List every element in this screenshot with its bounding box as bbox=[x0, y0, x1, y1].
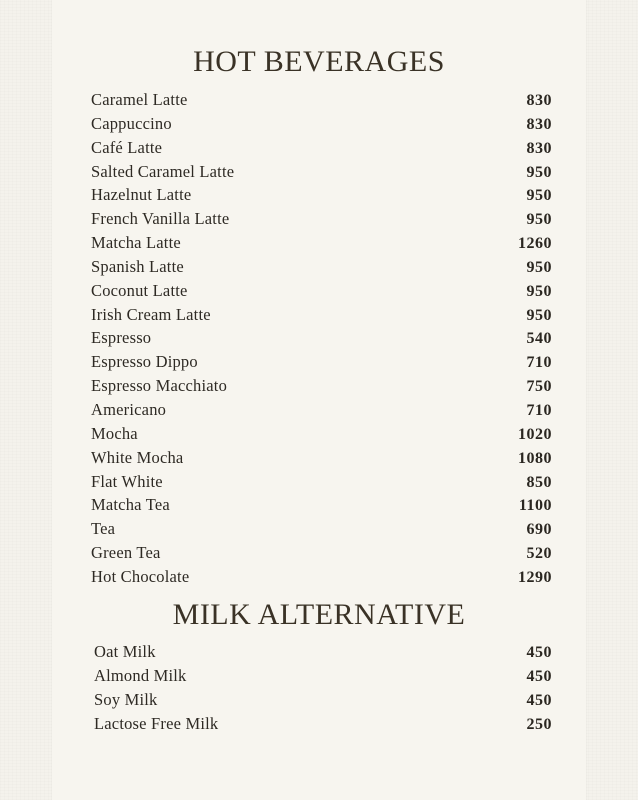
menu-item bbox=[91, 231, 552, 255]
menu-item-name: Coconut Latte bbox=[91, 280, 188, 300]
menu-item-name: Hot Chocolate bbox=[91, 566, 190, 586]
menu-item-name: Cappuccino bbox=[91, 113, 172, 133]
menu-item bbox=[91, 160, 552, 184]
menu-item bbox=[91, 541, 552, 565]
menu-item-name: Matcha Latte bbox=[91, 233, 181, 253]
menu-item-price: 950 bbox=[526, 211, 552, 229]
menu-item bbox=[94, 640, 552, 664]
menu-item-name: Café Latte bbox=[91, 137, 163, 157]
menu-item bbox=[94, 688, 552, 712]
menu-item bbox=[91, 374, 552, 398]
menu-item-price: 750 bbox=[526, 378, 552, 396]
menu-item-price: 710 bbox=[526, 354, 552, 372]
menu-item bbox=[91, 350, 552, 374]
menu-item-name: Salted Caramel Latte bbox=[91, 161, 235, 181]
menu-item bbox=[94, 712, 552, 736]
milk-alternative-title: MILK ALTERNATIVE bbox=[172, 598, 466, 631]
menu-item-name: Espresso bbox=[91, 328, 152, 348]
menu-item bbox=[91, 493, 552, 517]
hot-beverages-title: HOT BEVERAGES bbox=[193, 45, 445, 78]
menu-item-price: 950 bbox=[526, 282, 552, 300]
menu-item bbox=[91, 517, 552, 541]
menu-item-price: 250 bbox=[526, 715, 552, 733]
menu-item bbox=[91, 398, 552, 422]
hot-beverages-list bbox=[91, 88, 552, 589]
menu-item-name: Lactose Free Milk bbox=[94, 713, 219, 733]
menu-item bbox=[94, 664, 552, 688]
menu-item-price: 950 bbox=[526, 187, 552, 205]
menu-item bbox=[91, 303, 552, 327]
menu-item-name: Mocha bbox=[91, 423, 138, 443]
menu-item-price: 830 bbox=[526, 92, 552, 109]
menu-item-price: 1260 bbox=[518, 235, 552, 253]
menu-item-name: Americano bbox=[91, 399, 167, 419]
menu-item-name: Tea bbox=[91, 519, 116, 539]
menu-item bbox=[91, 470, 552, 494]
menu-item-price: 830 bbox=[526, 115, 552, 133]
menu-item-price: 710 bbox=[526, 401, 552, 419]
menu-item-name: Flat White bbox=[91, 471, 163, 491]
menu-item-name: Oat Milk bbox=[94, 642, 156, 661]
menu-item-price: 950 bbox=[526, 163, 552, 181]
menu-item bbox=[91, 136, 552, 160]
menu-item-price: 450 bbox=[526, 691, 552, 709]
menu-item-name: Spanish Latte bbox=[91, 256, 184, 276]
menu-item-price: 950 bbox=[526, 258, 552, 276]
menu-item-name: Espresso Macchiato bbox=[91, 376, 228, 396]
menu-item bbox=[91, 183, 552, 207]
menu-item bbox=[91, 255, 552, 279]
menu-item-price: 520 bbox=[526, 545, 552, 563]
menu-item-price: 850 bbox=[526, 473, 552, 491]
menu-item-price: 690 bbox=[526, 521, 552, 539]
menu-item bbox=[91, 207, 552, 231]
menu-item-name: Soy Milk bbox=[94, 689, 158, 709]
menu-item bbox=[91, 88, 552, 112]
menu-item-name: Green Tea bbox=[91, 543, 161, 563]
menu-item-price: 450 bbox=[526, 644, 552, 661]
milk-alternative-list bbox=[94, 640, 552, 735]
menu-item-price: 830 bbox=[526, 139, 552, 157]
menu-item-price: 950 bbox=[526, 306, 552, 324]
menu-item bbox=[91, 112, 552, 136]
menu-item-price: 1290 bbox=[518, 568, 552, 586]
menu-item-price: 1080 bbox=[518, 449, 552, 467]
menu-item bbox=[91, 446, 552, 470]
menu-item-name: White Mocha bbox=[91, 447, 184, 467]
menu-item-price: 450 bbox=[526, 667, 552, 685]
menu-item-name: Hazelnut Latte bbox=[91, 185, 192, 205]
menu-item-price: 1020 bbox=[518, 425, 552, 443]
menu-item bbox=[91, 326, 552, 350]
menu-item bbox=[91, 565, 552, 589]
menu-item bbox=[91, 279, 552, 303]
menu-item-name: Irish Cream Latte bbox=[91, 304, 211, 324]
menu-item bbox=[91, 422, 552, 446]
menu-item-name: French Vanilla Latte bbox=[91, 209, 230, 229]
menu-item-name: Matcha Tea bbox=[91, 495, 170, 515]
menu-item-price: 540 bbox=[526, 330, 552, 348]
menu-item-price: 1100 bbox=[518, 497, 552, 515]
menu-item-name: Caramel Latte bbox=[91, 90, 188, 109]
menu-item-name: Almond Milk bbox=[94, 665, 187, 685]
menu-item-name: Espresso Dippo bbox=[91, 352, 198, 372]
